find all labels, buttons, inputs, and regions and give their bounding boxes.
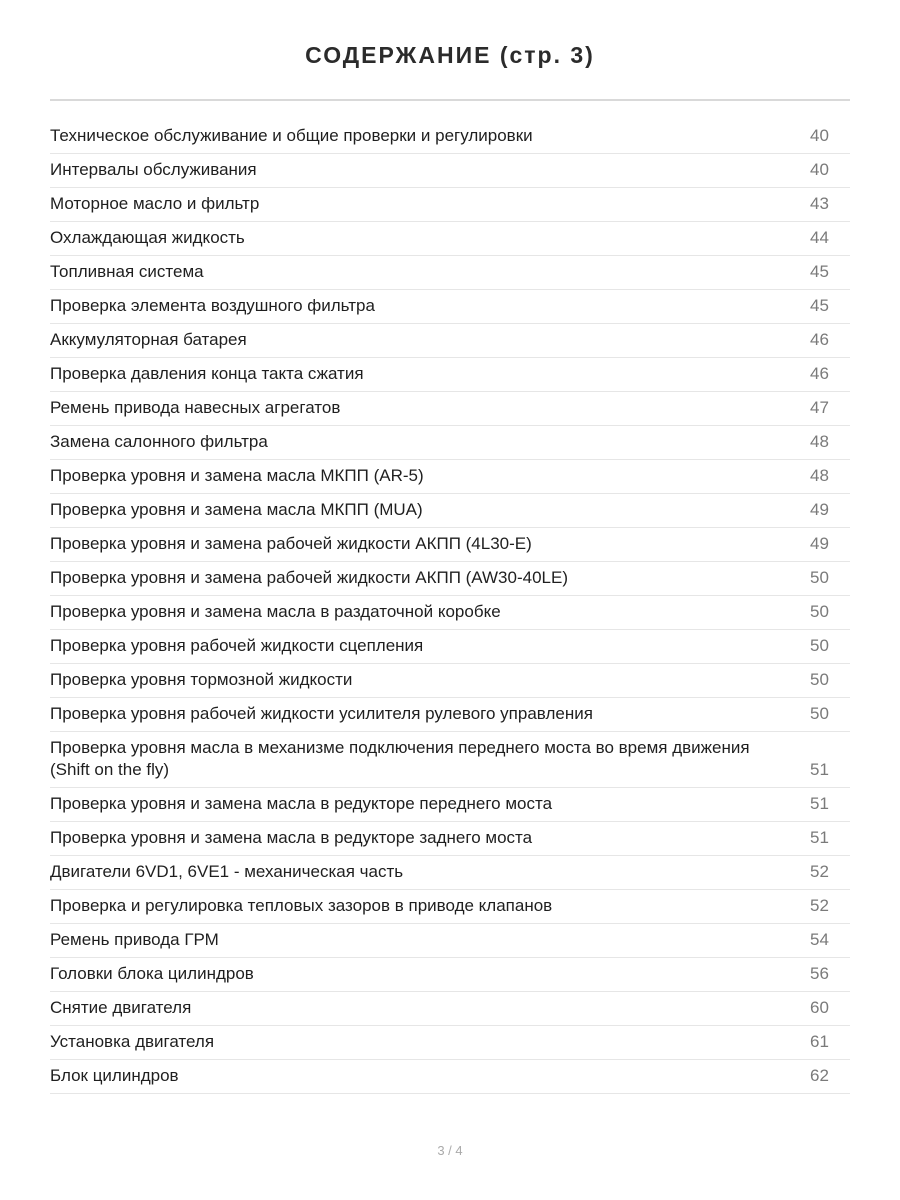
toc-row[interactable] — [50, 630, 850, 664]
toc-entry-title[interactable]: Проверка уровня рабочей жидкости сцепления — [50, 636, 424, 655]
toc-entry-title[interactable]: Установка двигателя — [50, 1032, 215, 1051]
toc-row[interactable] — [50, 256, 850, 290]
toc-entry-page: 45 — [810, 262, 829, 281]
page-indicator: 3 / 4 — [437, 1143, 463, 1158]
toc-entry-title[interactable]: Проверка уровня и замена масла МКПП (AR-5) — [50, 466, 424, 485]
toc-entry-title[interactable]: Интервалы обслуживания — [50, 160, 257, 179]
toc-row[interactable] — [50, 788, 850, 822]
toc-entry-page: 50 — [810, 704, 829, 723]
toc-entry-page: 40 — [810, 126, 829, 145]
toc-entry-title[interactable]: Моторное масло и фильтр — [50, 194, 260, 213]
toc-entry-title[interactable]: Двигатели 6VD1, 6VE1 - механическая часть — [50, 862, 404, 881]
toc-entry-title[interactable]: Замена салонного фильтра — [50, 432, 268, 451]
toc-row[interactable] — [50, 460, 850, 494]
toc-entry-title[interactable]: Проверка уровня и замена масла в редукторе заднего моста — [50, 828, 533, 847]
toc-entry-title[interactable]: Проверка уровня рабочей жидкости усилителя рулевого управления — [50, 704, 593, 723]
toc-row[interactable] — [50, 596, 850, 630]
toc-entry-page: 56 — [810, 964, 829, 983]
toc-entry-title[interactable]: Охлаждающая жидкость — [50, 228, 245, 247]
toc-row[interactable] — [50, 528, 850, 562]
toc-entry-page: 51 — [810, 794, 829, 813]
toc-entry-title[interactable]: Головки блока цилиндров — [50, 964, 254, 983]
toc-row[interactable] — [50, 992, 850, 1026]
toc-entry-title[interactable]: Ремень привода навесных агрегатов — [50, 398, 341, 417]
toc-row[interactable] — [50, 324, 850, 358]
toc-row[interactable] — [50, 188, 850, 222]
toc-row[interactable] — [50, 924, 850, 958]
toc-entry-page: 52 — [810, 896, 829, 915]
toc-entry-title[interactable]: Техническое обслуживание и общие проверки и регулировки — [50, 126, 533, 145]
toc-entry-title[interactable]: Проверка давления конца такта сжатия — [50, 364, 364, 383]
toc-row[interactable] — [50, 664, 850, 698]
toc-row[interactable] — [50, 392, 850, 426]
toc-entry-page: 51 — [810, 828, 829, 847]
toc-row[interactable] — [50, 494, 850, 528]
toc-entry-title[interactable]: Проверка уровня и замена масла в редукторе переднего моста — [50, 794, 553, 813]
toc-row[interactable] — [50, 1026, 850, 1060]
toc-row[interactable] — [50, 426, 850, 460]
toc-entry-title[interactable]: Снятие двигателя — [50, 998, 192, 1017]
toc-entry-page: 62 — [810, 1066, 829, 1085]
toc-entry-title[interactable]: Проверка уровня и замена масла МКПП (MUA) — [50, 500, 423, 519]
toc-row[interactable] — [50, 120, 850, 154]
toc-entry-page: 48 — [810, 432, 829, 451]
toc-entry-title[interactable]: Проверка уровня тормозной жидкости — [50, 670, 353, 689]
toc-entry-page: 46 — [810, 330, 829, 349]
toc-entry-page: 43 — [810, 194, 829, 213]
toc-row[interactable] — [50, 698, 850, 732]
toc-entry-page: 48 — [810, 466, 829, 485]
toc-row[interactable] — [50, 890, 850, 924]
toc-entry-page: 50 — [810, 636, 829, 655]
toc-row[interactable] — [50, 732, 850, 788]
table-of-contents — [50, 120, 850, 1094]
toc-row[interactable] — [50, 822, 850, 856]
toc-entry-page: 50 — [810, 602, 829, 621]
toc-entry-page: 46 — [810, 364, 829, 383]
toc-entry-page: 52 — [810, 862, 829, 881]
toc-entry-page: 50 — [810, 568, 829, 587]
toc-row[interactable] — [50, 154, 850, 188]
toc-entry-page: 54 — [810, 930, 829, 949]
toc-row[interactable] — [50, 358, 850, 392]
toc-entry-page: 44 — [810, 228, 829, 247]
toc-entry-page: 49 — [810, 534, 829, 553]
toc-entry-page: 61 — [810, 1032, 829, 1051]
toc-row[interactable] — [50, 958, 850, 992]
toc-entry-page: 45 — [810, 296, 829, 315]
toc-entry-title[interactable]: Блок цилиндров — [50, 1066, 179, 1085]
toc-entry-title[interactable]: Ремень привода ГРМ — [50, 930, 219, 949]
toc-entry-title[interactable]: Аккумуляторная батарея — [50, 330, 247, 349]
toc-entry-title[interactable]: Проверка элемента воздушного фильтра — [50, 296, 375, 315]
toc-entry-title[interactable]: Проверка и регулировка тепловых зазоров в приводе клапанов — [50, 896, 553, 915]
toc-entry-title[interactable]: Проверка уровня и замена рабочей жидкости АКПП (AW30-40LE) — [50, 568, 568, 587]
toc-entry-title[interactable]: Проверка уровня и замена рабочей жидкости АКПП (4L30-E) — [50, 534, 532, 553]
toc-entry-page: 51 — [810, 760, 829, 779]
title-divider — [50, 99, 850, 101]
toc-entry-page: 40 — [810, 160, 829, 179]
toc-entry-page: 60 — [810, 998, 829, 1017]
toc-entry-page: 47 — [810, 398, 829, 417]
toc-entry-page: 50 — [810, 670, 829, 689]
toc-entry-title[interactable]: Топливная система — [50, 262, 204, 281]
toc-entry-title[interactable]: Проверка уровня масла в механизме подключения переднего моста во время движения (Shift on the fly) — [50, 738, 750, 779]
page-title: СОДЕРЖАНИЕ (стр. 3) — [305, 42, 595, 68]
toc-row[interactable] — [50, 1060, 850, 1094]
toc-row[interactable] — [50, 290, 850, 324]
toc-row[interactable] — [50, 562, 850, 596]
toc-row[interactable] — [50, 222, 850, 256]
toc-entry-title[interactable]: Проверка уровня и замена масла в раздаточной коробке — [50, 602, 501, 621]
toc-entry-page: 49 — [810, 500, 829, 519]
toc-row[interactable] — [50, 856, 850, 890]
